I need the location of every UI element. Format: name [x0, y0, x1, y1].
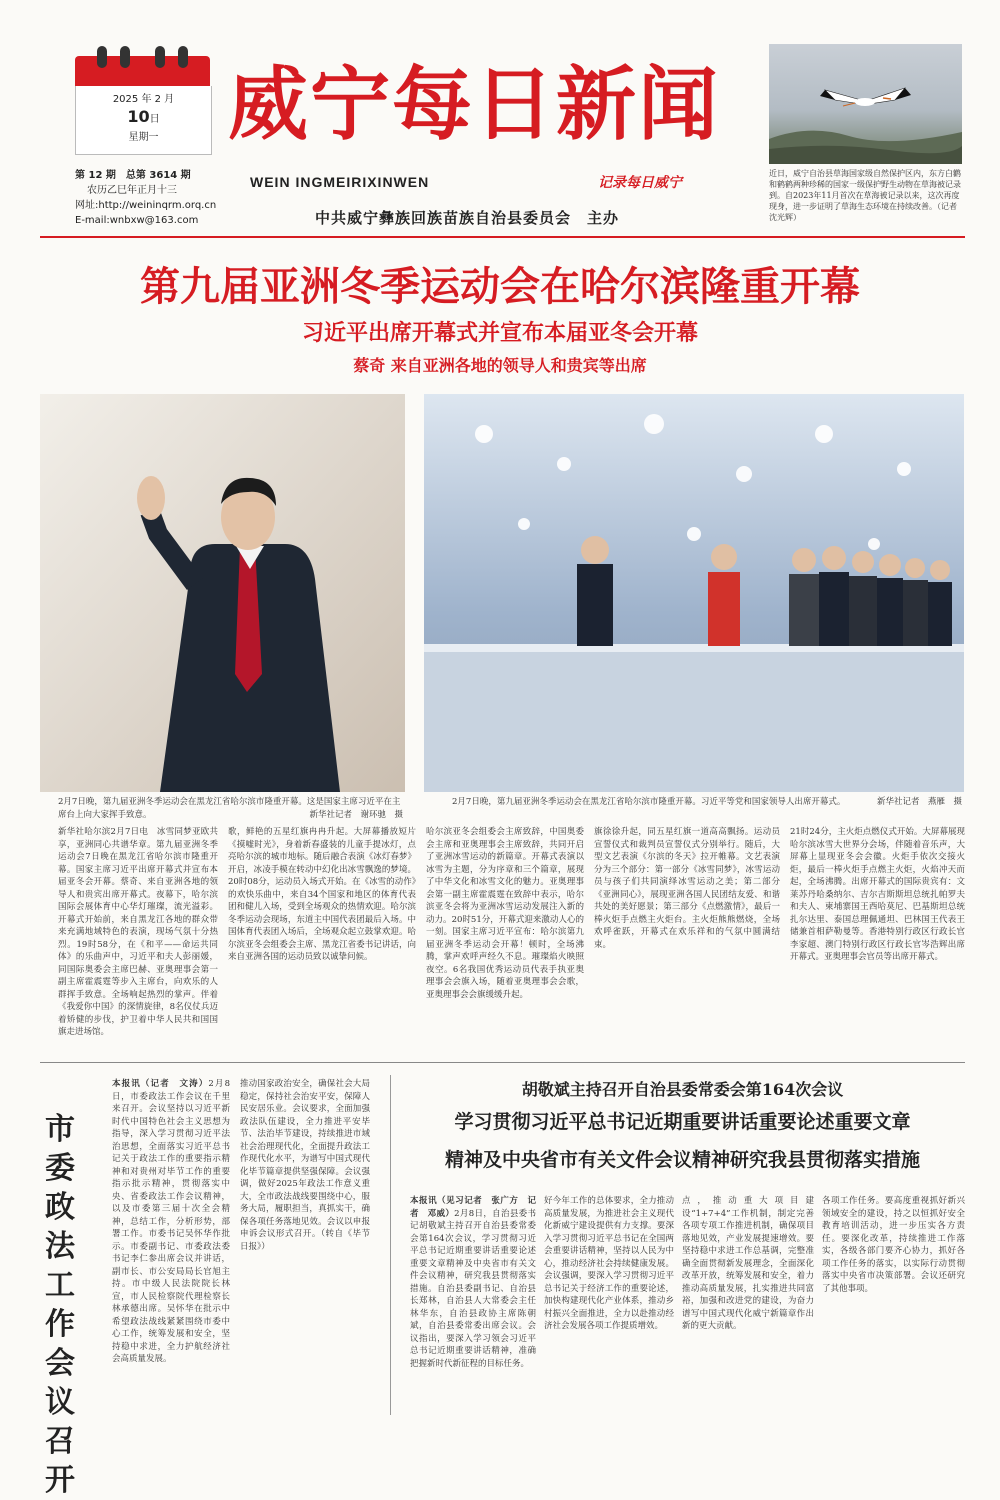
column-divider [390, 1075, 391, 1415]
left-story-col1-text: 2月8日，市委政法工作会议在千里来召开。会议坚持以习近平新时代中国特色社会主义思想为指导，深入学习贯彻习近平法治思想，全面落实习近平总书记关于政法工作的重要指示精神和对贵州对毕节工作的重要指示批示精神，贯彻落实中央、省委政法工作会议精神，以及市委第三届十次全会精神，总结工作，分析形势，部署工作。市委书记吴怀华作批示。市委副书记、市委政法委书记李仁参出席会议并讲话，副市长、市公安局局长官旭主持。市中级人民法院院长林宣，市人民检察院代理检察长林承德出席。吴怀华在批示中希望政法战线紧紧围绕市委中心工作，统筹发展和安全，坚持稳中求进，全力护航经济社会高质量发展。 [112, 1079, 230, 1364]
stork-photo [769, 44, 962, 164]
issue-number: 第 12 期 总第 3614 期 [75, 170, 191, 181]
lead-photo-leaders [424, 394, 964, 792]
calendar-day [76, 107, 211, 126]
lead-body-column-2: 歌，鲜艳的五星红旗冉冉升起。大屏幕播放短片《摸嘘时光》，身着新春盛装的儿童手提冰灯，点亮哈尔滨的城市地标。随后融合表演《冰灯春梦》开启，冰凌手模在转动中幻化出冰雪飘逸的梦境。20时08分，运动员入场式开始。在《冰雪的动作》的欢快乐曲中，来自34个国家和地区的体育代表团和健儿入场，受到全场观众的热情欢迎。哈尔滨冬季运动会现场，东道主中国代表团最后入场。中国体育代表团入场后，全场观众起立鼓掌欢迎。哈尔滨亚冬会组委会主席、黑龙江省委书记讲话，向来自亚洲各国的运动员致以诚挚问候。 [228, 827, 416, 962]
photo2-caption-text: 2月7日晚，第九届亚洲冬季运动会在黑龙江省哈尔滨市隆重开幕。习近平等党和国家领导人出席开幕式。 [452, 797, 846, 807]
right-story-subhead-1: 学习贯彻习近平总书记近期重要讲话重要论述重要文章 [454, 1111, 911, 1133]
calendar-day-number: 10 [127, 107, 150, 126]
calendar-year-month: 2025 年 2 月 [112, 94, 175, 105]
stork-photo-caption: 近日，威宁自治县草海国家级自然保护区内，东方白鹳和鹤鹤两种珍稀的国家一级保护野生动物在草海被记录到。自2023年11月首次在草海被记录以来，这次再度现身，进一步证明了草海生态环境在持续改善。（记者 沈光辉） [769, 169, 965, 222]
lead-photo-xi-waving [40, 394, 405, 792]
calendar-header [75, 56, 210, 86]
left-story-column-1 [112, 1078, 230, 1408]
lead-body-column-4: 旗徐徐升起，同五星红旗一道高高飘扬。运动员宣誓仪式和裁判员宣誓仪式分别举行。随后，大型文艺表演《尔滨的冬天》拉开帷幕。文艺表演分为三个部分：第一部分《冰雪同梦》，冰雪运动员与孩子们共同演绎冰雪运动之美；第二部分《亚洲同心》，展现亚洲各国人民团结友爱、和谐共处的美好愿景；第三部分《点燃激情》，最后一棒火炬手点燃主火炬台。主火炬熊熊燃烧，全场欢呼雀跃，开幕式在欢乐祥和的气氛中圆满结束。 [594, 827, 780, 950]
lead-subhead: 习近平出席开幕式并宣布本届亚冬会开幕 [301, 321, 698, 346]
lunar-date: 农历乙巳年正月十三 [87, 185, 177, 196]
leaders-at-ceremony-icon [424, 394, 964, 792]
website-url[interactable]: 网址:http://weininqrm.orq.cn [75, 200, 217, 211]
calendar-ring-icon [178, 46, 188, 68]
lead-subhead-secondary: 蔡奇 来自亚洲各地的领导人和贵宾等出席 [353, 356, 647, 375]
calendar-ring-icon [155, 46, 165, 68]
right-story-col1-text: 2月8日，自治县委书记胡敬斌主持召开自治县委常委会第164次会议，学习贯彻习近平总书记近期重要讲话重要论述重要文章精神及中央省市有关文件会议精神，研究我县贯彻落实措施。自治县委副书记、自治县长郑林，自治县人大常委会主任林华东，自治县政协主席陈朝斌，自治县委常委出席会议。会议指出，要深入学习领会习近平总书记近期重要讲话精神，准确把握新时代新征程的目标任务。 [410, 1208, 536, 1369]
lead-body-column-5: 21时24分，主火炬点燃仪式开始。大屏幕展现哈尔滨冰雪大世界分会场，伴随着音乐声，大屏幕上显现亚冬会会徽。火炬手依次交接火炬，最后一棒火炬手点燃主火炬，火焰冲天而起，全场沸腾。出席开幕式的国际贵宾有：文莱苏丹哈桑纳尔、吉尔吉斯斯坦总统扎帕罗夫和夫人、柬埔寨国王西哈莫尼、巴基斯坦总统扎尔达里、泰国总理佩通坦、巴林国王代表王储兼首相萨勒曼等。香港特别行政区行政长官李家超、澳门特别行政区行政长官岑浩辉出席开幕式。亚奥理事会官员等出席开幕式。 [790, 827, 965, 962]
lead-body-column-3: 哈尔滨亚冬会组委会主席致辞，中国奥委会主席和亚奥理事会主席致辞，共同开启了亚洲冰雪运动的新篇章。开幕式表演以冰雪为主题，分为序章和三个篇章，展现了中华文化和冰雪文化的魅力。亚奥理事会第一副主席霍震霆在致辞中表示，哈尔滨亚冬会将为亚洲冰雪运动发展注入新的动力。20时51分，开幕式迎来激动人心的一刻。国家主席习近平宣布：哈尔滨第九届亚洲冬季运动会开幕！顿时，全场沸腾，掌声欢呼声经久不息。璀璨焰火映照夜空。6名我国优秀运动员代表手执亚奥理事会会旗入场，随着亚奥理事会会歌，亚奥理事会会旗缓缓升起。 [426, 827, 584, 1000]
header-divider [40, 236, 965, 238]
stork-illustration-icon [769, 44, 962, 164]
lead-headline: 第九届亚洲冬季运动会在哈尔滨隆重开幕 [140, 264, 860, 310]
photo2-caption [452, 796, 962, 809]
email-address[interactable]: E-mail:wnbxw@163.com [75, 215, 199, 226]
photo1-credit: 新华社记者 谢环驰 摄 [309, 810, 403, 820]
right-story-headline: 胡敬斌主持召开自治县委常委会第164次会议 [521, 1080, 844, 1099]
person-waving-icon [40, 394, 405, 792]
photo1-caption-text: 2月7日晚，第九届亚洲冬季运动会在黑龙江省哈尔滨市隆重开幕。这是国家主席习近平在主席台上向大家挥手致意。 [58, 797, 401, 820]
newspaper-pinyin: WEIN INGMEIRIXINWEN [250, 174, 430, 190]
right-story-column-1 [410, 1195, 536, 1415]
newspaper-slogan: 记录每日威宁 [598, 175, 682, 191]
right-story-byline: 本报讯（见习记者 张广方 记者 邓威） [410, 1196, 536, 1219]
right-story-column-4: 各项工作任务。要高度重视抓好新兴领域安全的建设，持之以恒抓好安全教育培训活动，进一步压实各方责任。要深化改革，持续推进工作落实，各级各部门要齐心协力，抓好各项工作任务的落实，以实际行动贯彻落实中央省市决策部署。会议还研究了其他事项。 [822, 1196, 965, 1294]
calendar-page [75, 86, 212, 155]
right-story-subhead-2: 精神及中央省市有关文件会议精神研究我县贯彻落实措施 [444, 1149, 920, 1171]
right-story-column-3: 点，推动重大项目建设“1+7+4”工作机制，制定完善各项专项工作推进机制，确保项目落地见效，产业发展提速增效。要坚持稳中求进工作总基调，完整准确全面贯彻新发展理念，全面深化改革开放，统筹发展和安全，着力推动高质量发展，扎实推进共同富裕，加强和改进党的建设，为奋力谱写中国式现代化威宁新篇章作出新的更大贡献。 [682, 1196, 814, 1331]
calendar-day-unit: 日 [149, 114, 160, 125]
left-story-vertical-title: 市委政法工作会议召开 [45, 1112, 75, 1498]
photo2-credit: 新华社记者 燕雁 摄 [876, 797, 962, 807]
left-story-col2-text: 推动国家政治安全，确保社会大局稳定，保持社会治安平安，保障人民安居乐业。会议要求，全面加强政法队伍建设，全力推进平安毕节、法治毕节建设，持续推进市域社会治理现代化，全面提升政法工作现代化水平，为谱写中国式现代化毕节篇章提供坚强保障。会议强调，做好2025年政法工作意义重大，全市政法战线要围绕中心，服务大局，履职担当，真抓实干，确保各项任务落地见效。会议以申报申诉会议形式召开。（转自《毕节日报》） [240, 1079, 370, 1252]
right-story-column-2: 好今年工作的总体要求，全力推动高质量发展，为推进社会主义现代化新威宁建设提供有力支撑。要深入学习贯彻习近平总书记在全国两会重要讲话精神，坚持以人民为中心，推动经济社会持续健康发展。会议强调，要深入学习贯彻习近平总书记关于经济工作的重要论述，加快构建现代化产业体系，推动乡村振兴全面推进，全力以赴推动经济社会发展各项工作提质增效。 [544, 1196, 674, 1331]
newspaper-title: 威宁每日新闻 [228, 57, 720, 151]
issue-meta [75, 168, 220, 228]
left-story-byline: 本报讯（记者 文涛） [112, 1079, 209, 1089]
calendar-ring-icon [97, 46, 107, 68]
calendar-weekday: 星期一 [128, 132, 159, 143]
calendar-ring-icon [120, 46, 130, 68]
left-story-column-2 [240, 1078, 370, 1408]
newspaper-sponsor: 中共威宁彝族回族苗族自治县委员会 主办 [315, 209, 620, 227]
calendar-block [75, 44, 210, 154]
lead-body-column-1: 新华社哈尔滨2月7日电 冰雪同梦亚欧共享，亚洲同心共谱华章。第九届亚洲冬季运动会7日晚在黑龙江省哈尔滨市隆重开幕。国家主席习近平出席开幕式并宣布本届亚冬会开幕。蔡奇、来自亚洲各地的领导人和贵宾出席开幕式。夜幕下，哈尔滨国际会展体育中心华灯璀璨，流光溢彩。开幕式开始前，来自黑龙江各地的群众带来充满地域特色的表演，现场气氛十分热烈。19时58分，在《和平——命运共同体》的乐曲声中，习近平和夫人彭丽媛，同国际奥委会主席巴赫、亚奥理事会第一副主席霍震霆等步入主席台，向欢乐的人群挥手致意。全场响起热烈的掌声。伴着《我爱你中国》的深情旋律，8名仪仗兵迈着矫健的步伐，护卫着中华人民共和国国旗走进场馆。 [58, 827, 218, 1037]
section-divider [40, 1062, 965, 1063]
photo1-caption [58, 796, 403, 822]
